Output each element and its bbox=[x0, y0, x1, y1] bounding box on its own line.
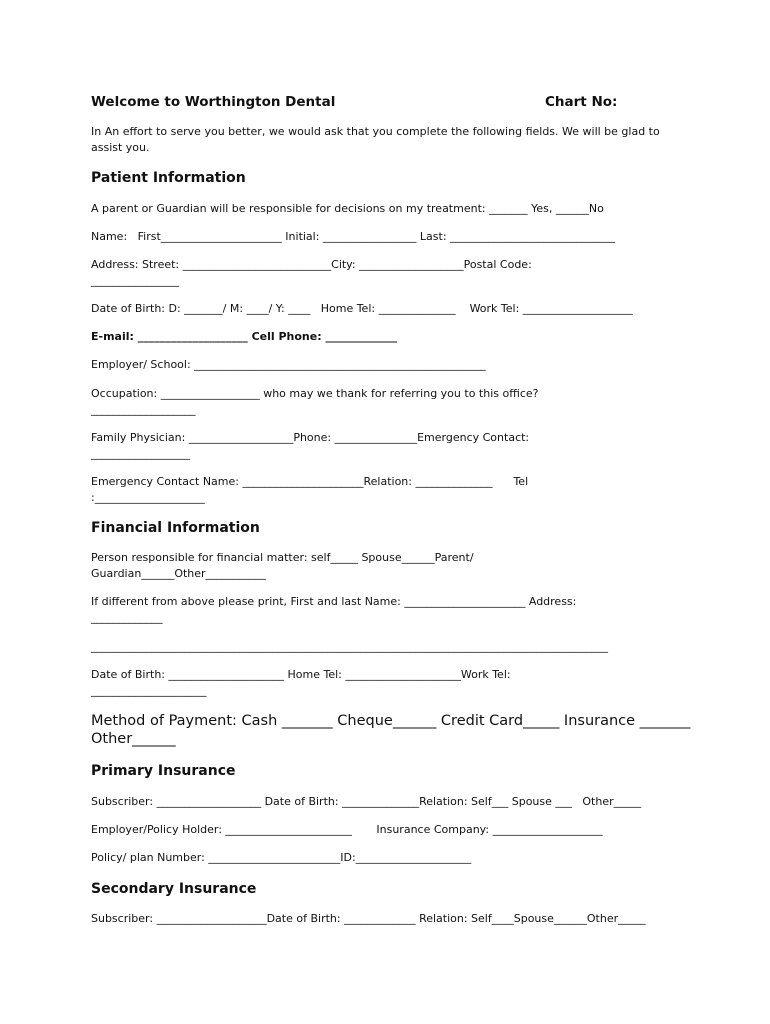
chart-number-label: Chart No: bbox=[545, 94, 618, 110]
email-cell-field[interactable]: E-mail: ____________________ Cell Phone: _____________ bbox=[91, 330, 397, 343]
patient-info-heading: Patient Information bbox=[91, 170, 246, 186]
emergency-contact-name-field[interactable]: Emergency Contact Name: ______________________Relation: ______________ Tel bbox=[91, 475, 529, 488]
responsible-name-field[interactable]: If different from above please print, First and last Name: ______________________ Address: bbox=[91, 595, 577, 608]
guardian-field[interactable]: A parent or Guardian will be responsible for decisions on my treatment: _______ Yes, ______No bbox=[91, 202, 604, 215]
primary-insurance-heading: Primary Insurance bbox=[91, 763, 236, 779]
emergency-tel-blank[interactable]: :____________________ bbox=[91, 491, 205, 504]
primary-subscriber-field[interactable]: Subscriber: ___________________ Date of Birth: ______________Relation: Self___ Spouse ___ Other_____ bbox=[91, 795, 642, 808]
primary-employer-field[interactable]: Employer/Policy Holder: _______________________ Insurance Company: ____________________ bbox=[91, 823, 603, 836]
physician-field[interactable]: Family Physician: ___________________Phone: _______________Emergency Contact: bbox=[91, 431, 530, 444]
intro-text: In An effort to serve you better, we would ask that you complete the following fields. We will be glad to assist you. bbox=[91, 125, 660, 154]
form-title: Welcome to Worthington Dental bbox=[91, 94, 336, 110]
payment-method-field[interactable]: Method of Payment: Cash _______ Cheque______ Credit Card_____ Insurance _______ bbox=[91, 713, 691, 729]
financial-work-tel-blank[interactable]: _____________________ bbox=[91, 684, 207, 697]
employer-school-field[interactable]: Employer/ School: _____________________________________________________ bbox=[91, 358, 486, 371]
responsible-party-cont[interactable]: Guardian______Other___________ bbox=[91, 567, 267, 580]
occupation-field[interactable]: Occupation: __________________ who may we thank for referring you to this office? bbox=[91, 387, 539, 400]
address-line-blank[interactable]: ______________________________________________________________________________________________ bbox=[91, 640, 608, 653]
financial-info-heading: Financial Information bbox=[91, 520, 260, 536]
emergency-contact-blank[interactable]: __________________ bbox=[91, 447, 190, 460]
address-field[interactable]: Address: Street: ___________________________City: ___________________Postal Code: bbox=[91, 258, 532, 271]
responsible-address-blank[interactable]: _____________ bbox=[91, 611, 163, 624]
birth-phone-field[interactable]: Date of Birth: D: _______/ M: ____/ Y: ____ Home Tel: ______________ Work Tel: ____________________ bbox=[91, 302, 633, 315]
financial-birth-phone-field[interactable]: Date of Birth: _____________________ Home Tel: _____________________Work Tel: bbox=[91, 668, 511, 681]
responsible-party-field[interactable]: Person responsible for financial matter: self_____ Spouse______Parent/ bbox=[91, 551, 474, 564]
postal-code-blank[interactable]: ________________ bbox=[91, 274, 179, 287]
secondary-subscriber-field[interactable]: Subscriber: ____________________Date of Birth: _____________ Relation: Self____Spouse______Other_____ bbox=[91, 912, 646, 925]
name-field[interactable]: Name: First______________________ Initial: _________________ Last: ______________________________ bbox=[91, 230, 616, 243]
secondary-insurance-heading: Secondary Insurance bbox=[91, 881, 257, 897]
payment-other-blank[interactable]: Other______ bbox=[91, 731, 176, 747]
primary-policy-field[interactable]: Policy/ plan Number: ________________________ID:_____________________ bbox=[91, 851, 472, 864]
referral-blank[interactable]: ___________________ bbox=[91, 403, 196, 416]
